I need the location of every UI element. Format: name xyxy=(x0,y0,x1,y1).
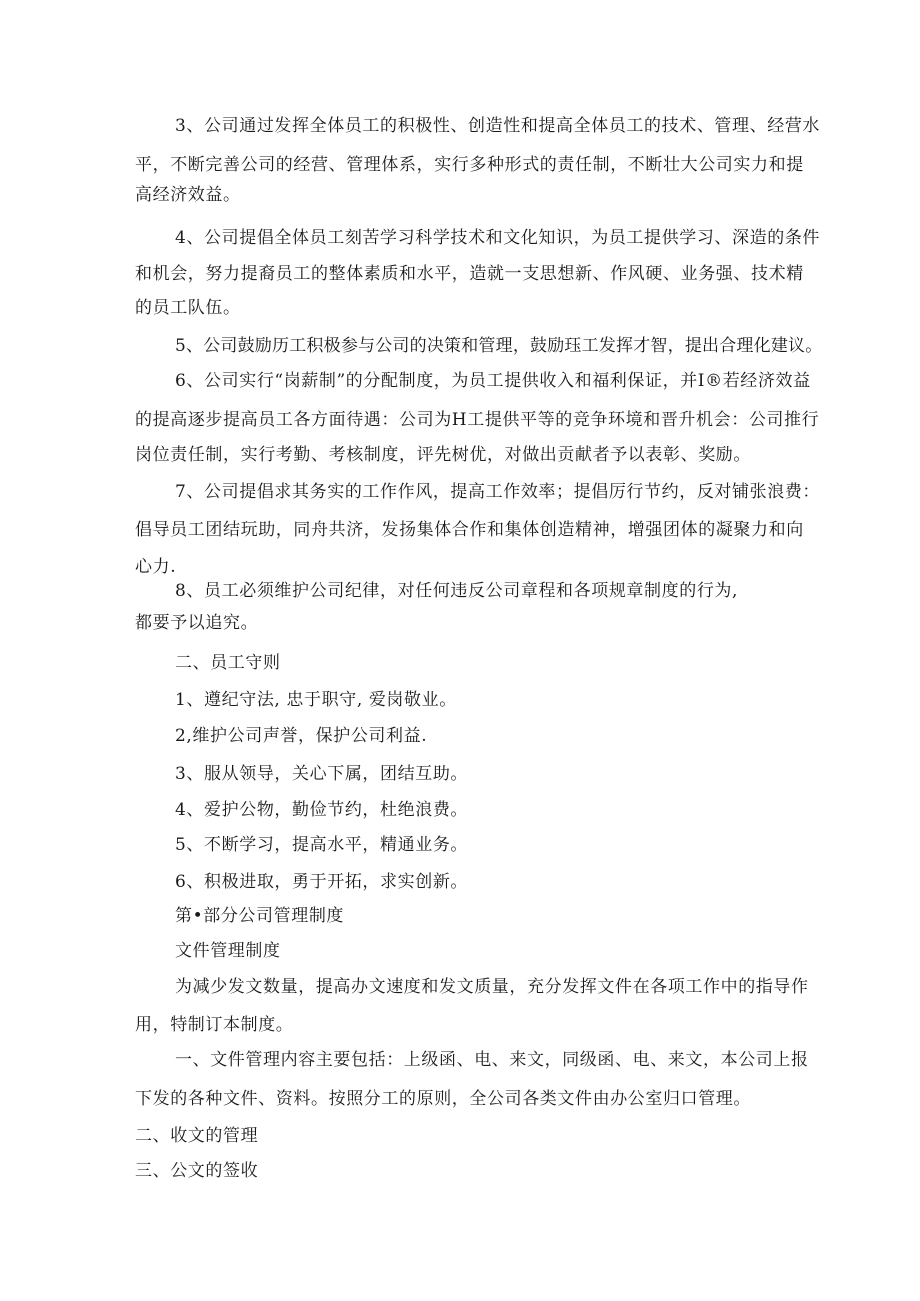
rule-item-1: 1、遵纪守法, 忠于职守, 爱岗敬业。 xyxy=(175,690,457,710)
paragraph-5: 5、公司鼓励历工积极参与公司的决策和管理，鼓励珏工发挥才智，提出合理化建议。 xyxy=(175,336,823,356)
rule-item-4: 4、爱护公物，勤俭节约，杜绝浪费。 xyxy=(175,800,469,820)
paragraph-3-line-3: 高经济效益。 xyxy=(135,185,241,205)
rule-item-5: 5、不断学习，提高水平，精通业务。 xyxy=(175,835,469,855)
content-paragraph-line-2: 下发的各种文件、资料。按照分工的原则，全公司各类文件由办公室归口管理。 xyxy=(135,1089,751,1109)
paragraph-6-line-2: 的提高逐步提高员工各方面待遇：公司为H工提供平等的竞争环境和晋升机会：公司推行 xyxy=(135,410,820,430)
paragraph-7-line-1: 7、公司提倡求其务实的工作作风，提高工作效率；提倡厉行节约，反对铺张浪费： xyxy=(175,482,821,502)
paragraph-8-line-2: 都要予以追究。 xyxy=(135,613,259,633)
rule-item-3: 3、服从领导，关心下属，团结互助。 xyxy=(175,764,469,784)
paragraph-6-line-3: 岗位责任制，实行考勤、考核制度，评先树优，对做出贡献者予以表彰、奖励。 xyxy=(135,445,751,465)
paragraph-6-line-1: 6、公司实行“岗薪制”的分配制度，为员工提供收入和福利保证，并I®若经济效益 xyxy=(175,371,811,391)
content-paragraph-line-1: 一、文件管理内容主要包括：上级函、电、来文，同级函、电、来文，本公司上报 xyxy=(175,1050,809,1070)
paragraph-7-line-3: 心力. xyxy=(135,557,177,577)
document-paragraph-line-2: 用，特制订本制度。 xyxy=(135,1015,294,1035)
heading-document-signoff: 三、公文的签收 xyxy=(135,1161,259,1181)
paragraph-7-line-2: 倡导员工团结玩助，同舟共济，发扬集体合作和集体创造精神，增强团体的凝聚力和向 xyxy=(135,520,804,540)
rule-item-2: 2,维护公司声誉，保护公司利益. xyxy=(175,726,428,746)
document-paragraph-line-1: 为减少发文数量，提高办文速度和发文质量，充分发挥文件在各项工作中的指导作 xyxy=(175,977,809,997)
part-heading-management: 第•部分公司管理制度 xyxy=(175,906,345,926)
section-heading-employee-rules: 二、员工守则 xyxy=(175,653,281,673)
paragraph-4-line-2: 和机会，努力提裔员工的整体素质和水平，造就一支思想新、作风硬、业务强、技术精 xyxy=(135,264,804,284)
paragraph-3-line-2: 平，不断完善公司的经营、管理体系，实行多种形式的责任制，不断壮大公司实力和提 xyxy=(135,155,804,175)
heading-receipt-management: 二、收文的管理 xyxy=(135,1126,259,1146)
paragraph-8-line-1: 8、员工必须维护公司纪律，对任何违反公司章程和各项规章制度的行为, xyxy=(175,581,739,601)
rule-item-6: 6、积极进取，勇于开拓，求实创新。 xyxy=(175,872,469,892)
paragraph-4-line-3: 的员工队伍。 xyxy=(135,298,241,318)
paragraph-3-line-1: 3、公司通过发挥全体员工的积极性、创造性和提高全体员工的技术、管理、经营水 xyxy=(175,116,821,136)
paragraph-4-line-1: 4、公司提倡全体员工刻苦学习科学技术和文化知识，为员工提供学习、深造的条件 xyxy=(175,228,821,248)
subheading-document-management: 文件管理制度 xyxy=(175,941,281,961)
